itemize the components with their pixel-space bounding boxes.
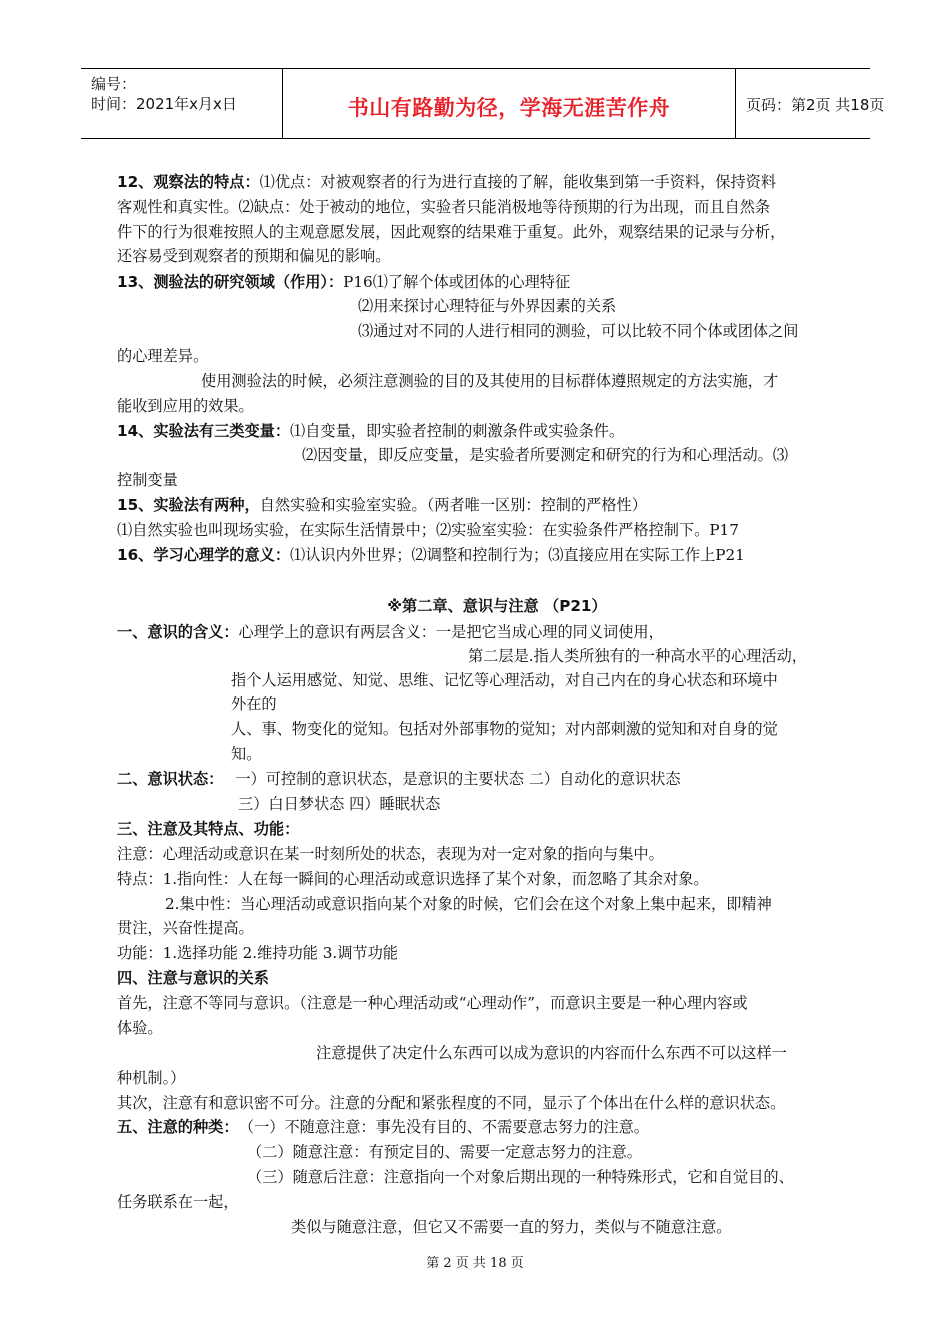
- item-12-line-1: [117, 172, 776, 192]
- item-13-line-5: 使用测验法的时候，必须注意测验的目的及其使用的目标群体遵照规定的方法实施，才: [201, 372, 779, 390]
- item-15-line-1: [117, 495, 647, 515]
- item-13-line-2: ⑵用来探讨心理特征与外界因素的关系: [358, 297, 617, 315]
- item-15-line-2: ⑴自然实验也叫现场实验，在实际生活情景中；⑵实验室实验：在实验条件严格控制下。P17: [117, 521, 739, 539]
- item-16-line: [117, 545, 745, 565]
- item-15-heading: 15、实验法有两种，: [117, 496, 260, 514]
- section-2-line-2: 三）白日梦状态 四）睡眠状态: [238, 795, 441, 813]
- item-16-heading: 16、学习心理学的意义：: [117, 546, 291, 564]
- item-13-line-6: 能收到应用的效果。: [117, 397, 254, 415]
- section-3-line-2: 特点：1.指向性：人在每一瞬间的心理活动或意识选择了某个对象，而忽略了其余对象。: [117, 870, 709, 888]
- section-5-line-3: （三）随意后注意：注意指向一个对象后期出现的一种特殊形式，它和自觉目的、: [247, 1168, 794, 1186]
- section-1-line-1: [117, 622, 664, 642]
- item-13-text: P16⑴了解个体或团体的心理特征: [343, 273, 571, 291]
- section-4-line-2: 体验。: [117, 1019, 163, 1037]
- section-3-line-5: 功能：1.选择功能 2.维持功能 3.调节功能: [117, 944, 398, 962]
- page-header: [81, 68, 885, 139]
- section-1-line-6: 知。: [231, 745, 262, 763]
- item-13-heading: 13、测验法的研究领域（作用）：: [117, 273, 344, 291]
- section-5-line-2: （二）随意注意：有预定目的、需要一定意志努力的注意。: [247, 1143, 642, 1161]
- section-4-line-5: 其次，注意有和意识密不可分。注意的分配和紧张程度的不同，显示了个体出在什么样的意识状态。: [117, 1094, 786, 1112]
- section-5-line-4: 任务联系在一起，: [117, 1193, 239, 1211]
- section-2-line-1: [117, 769, 681, 789]
- section-3-line-1: 注意：心理活动或意识在某一时刻所处的状态，表现为对一定对象的指向与集中。: [117, 845, 664, 863]
- section-1-line-4: 外在的: [231, 695, 277, 713]
- section-5-heading: 五、注意的种类：: [117, 1118, 239, 1136]
- section-2-text: 一）可控制的意识状态，是意识的主要状态 二）自动化的意识状态: [235, 770, 681, 788]
- item-12-line-4: 还容易受到观察者的预期和偏见的影响。: [117, 247, 391, 265]
- page-info: 页码：第2页 共18页: [746, 96, 885, 114]
- section-3-line-3: 2.集中性：当心理活动或意识指向某个对象的时候，它们会在这个对象上集中起来，即精神: [165, 895, 772, 913]
- chapter-title: ※第二章、意识与注意 （P21）: [387, 597, 607, 615]
- section-4-line-4: 种机制。）: [117, 1069, 186, 1087]
- section-2-heading: 二、意识状态：: [117, 770, 224, 788]
- header-center-cell: [283, 69, 736, 138]
- section-1-line-3: 指个人运用感觉、知觉、思维、记忆等心理活动，对自己内在的身心状态和环境中: [231, 671, 778, 689]
- item-12-line-3: 件下的行为很难按照人的主观意愿发展，因此观察的结果难于重复。此外，观察结果的记录与分析，: [117, 223, 786, 241]
- section-1-line-2: 第二层是.指人类所独有的一种高水平的心理活动，: [468, 647, 807, 665]
- section-5-line-1: [117, 1117, 649, 1137]
- section-5-text: （一）不随意注意：事先没有目的、不需要意志努力的注意。: [246, 1118, 649, 1136]
- section-1-line-5: 人、事、物变化的觉知。包括对外部事物的觉知；对内部刺激的觉知和对自身的觉: [231, 720, 778, 738]
- item-13-line-1: [117, 272, 570, 292]
- item-15-text: 自然实验和实验室实验。（两者唯一区别：控制的严格性）: [259, 496, 647, 514]
- section-1-heading: 一、意识的含义：: [117, 623, 239, 641]
- item-12-heading: 12、观察法的特点：: [117, 173, 260, 191]
- section-3-heading: 三、注意及其特点、功能：: [117, 820, 300, 838]
- document-number: 编号：: [91, 75, 137, 93]
- header-left-cell: [81, 69, 283, 138]
- section-3-line-4: 贯注，兴奋性提高。: [117, 919, 254, 937]
- header-motto: 书山有路勤为径，学海无涯苦作舟: [347, 96, 671, 120]
- section-1-text: 心理学上的意识有两层含义：一是把它当成心理的同义词使用，: [238, 623, 664, 641]
- item-13-line-4: 的心理差异。: [117, 347, 209, 365]
- item-14-text: ⑴自变量，即实验者控制的刺激条件或实验条件。: [290, 422, 625, 440]
- document-date: 时间：2021年x月x日: [91, 95, 237, 113]
- item-14-line-1: [117, 421, 624, 441]
- item-16-text: ⑴认识内外世界；⑵调整和控制行为；⑶直接应用在实际工作上P21: [290, 546, 745, 564]
- item-12-line-2: 客观性和真实性。⑵缺点：处于被动的地位，实验者只能消极地等待预期的行为出现，而且自然条: [117, 198, 771, 216]
- item-14-line-2: ⑵因变量，即反应变量，是实验者所要测定和研究的行为和心理活动。⑶: [302, 446, 788, 464]
- section-4-line-1: 首先，注意不等同与意识。（注意是一种心理活动或“心理动作”，而意识主要是一种心理内容或: [117, 994, 748, 1012]
- page-footer: 第 2 页 共 18 页: [426, 1256, 524, 1271]
- item-14-heading: 14、实验法有三类变量：: [117, 422, 291, 440]
- item-12-text: ⑴优点：对被观察者的行为进行直接的了解，能收集到第一手资料，保持资料: [259, 173, 777, 191]
- item-14-line-3: 控制变量: [117, 471, 178, 489]
- item-13-line-3: ⑶通过对不同的人进行相同的测验，可以比较不同个体或团体之间: [358, 322, 799, 340]
- header-right-cell: [736, 69, 885, 138]
- section-4-heading: 四、注意与意识的关系: [117, 969, 269, 987]
- section-5-line-5: 类似与随意注意，但它又不需要一直的努力，类似与不随意注意。: [291, 1218, 732, 1236]
- section-4-line-3: 注意提供了决定什么东西可以成为意识的内容而什么东西不可以这样一: [316, 1044, 787, 1062]
